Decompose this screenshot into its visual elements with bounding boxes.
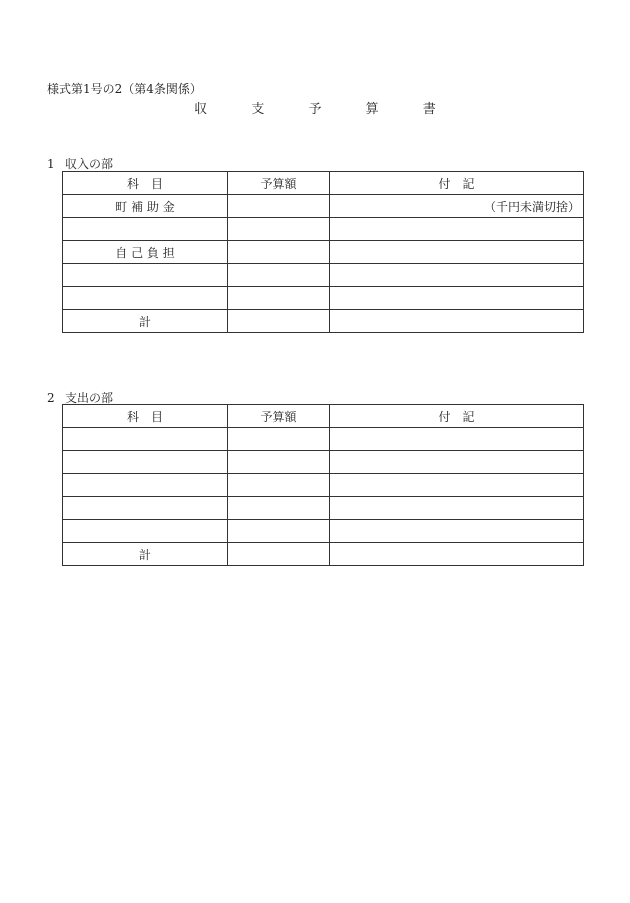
form-number-label: 様式第1号の2（第4条関係） — [47, 82, 202, 96]
table-header-row — [63, 405, 584, 428]
note-cell[interactable] — [330, 451, 584, 474]
item-cell[interactable] — [63, 218, 228, 241]
note-cell[interactable] — [330, 264, 584, 287]
total-amount-cell[interactable] — [228, 310, 330, 333]
title-char: 書 — [422, 102, 436, 117]
note-cell[interactable] — [330, 218, 584, 241]
amount-cell[interactable] — [228, 264, 330, 287]
item-cell[interactable] — [63, 451, 228, 474]
table-row — [63, 264, 584, 287]
amount-cell[interactable] — [228, 451, 330, 474]
section-title: 収入の部 — [65, 157, 114, 171]
title-char: 支 — [251, 102, 265, 117]
amount-cell[interactable] — [228, 428, 330, 451]
note-cell[interactable] — [330, 474, 584, 497]
note-cell[interactable]: （千円未満切捨） — [330, 195, 584, 218]
table-row — [63, 241, 584, 264]
total-row — [63, 543, 584, 566]
table-row — [63, 287, 584, 310]
document-title — [0, 98, 630, 117]
note-cell[interactable] — [330, 287, 584, 310]
note-cell[interactable] — [330, 428, 584, 451]
table-row — [63, 428, 584, 451]
table-row — [63, 218, 584, 241]
column-header-item: 科 目 — [63, 172, 228, 195]
expense-table — [62, 404, 584, 566]
total-note-cell[interactable] — [330, 543, 584, 566]
income-table — [62, 171, 584, 333]
column-header-note: 付 記 — [330, 172, 584, 195]
section-number: 2 — [47, 391, 55, 405]
title-char: 収 — [194, 102, 208, 117]
item-cell[interactable]: 町 補 助 金 — [63, 195, 228, 218]
total-row — [63, 310, 584, 333]
item-cell[interactable] — [63, 474, 228, 497]
section-title: 支出の部 — [65, 391, 114, 405]
total-amount-cell[interactable] — [228, 543, 330, 566]
table-header-row — [63, 172, 584, 195]
column-header-amount: 予算額 — [228, 405, 330, 428]
item-cell[interactable] — [63, 497, 228, 520]
table-row — [63, 195, 584, 218]
amount-cell[interactable] — [228, 218, 330, 241]
table-row — [63, 474, 584, 497]
amount-cell[interactable] — [228, 195, 330, 218]
title-char: 予 — [308, 102, 322, 117]
table-row — [63, 451, 584, 474]
total-note-cell[interactable] — [330, 310, 584, 333]
section-number: 1 — [47, 157, 55, 171]
amount-cell[interactable] — [228, 287, 330, 310]
amount-cell[interactable] — [228, 241, 330, 264]
note-cell[interactable] — [330, 241, 584, 264]
column-header-amount: 予算額 — [228, 172, 330, 195]
amount-cell[interactable] — [228, 474, 330, 497]
item-cell[interactable] — [63, 520, 228, 543]
item-cell[interactable] — [63, 287, 228, 310]
income-section-heading — [47, 155, 113, 172]
amount-cell[interactable] — [228, 520, 330, 543]
column-header-item: 科 目 — [63, 405, 228, 428]
total-label: 計 — [63, 543, 228, 566]
table-row — [63, 497, 584, 520]
amount-cell[interactable] — [228, 497, 330, 520]
total-label: 計 — [63, 310, 228, 333]
item-cell[interactable] — [63, 428, 228, 451]
item-cell[interactable]: 自 己 負 担 — [63, 241, 228, 264]
note-cell[interactable] — [330, 497, 584, 520]
title-char: 算 — [365, 102, 379, 117]
note-cell[interactable] — [330, 520, 584, 543]
table-row — [63, 520, 584, 543]
column-header-note: 付 記 — [330, 405, 584, 428]
item-cell[interactable] — [63, 264, 228, 287]
